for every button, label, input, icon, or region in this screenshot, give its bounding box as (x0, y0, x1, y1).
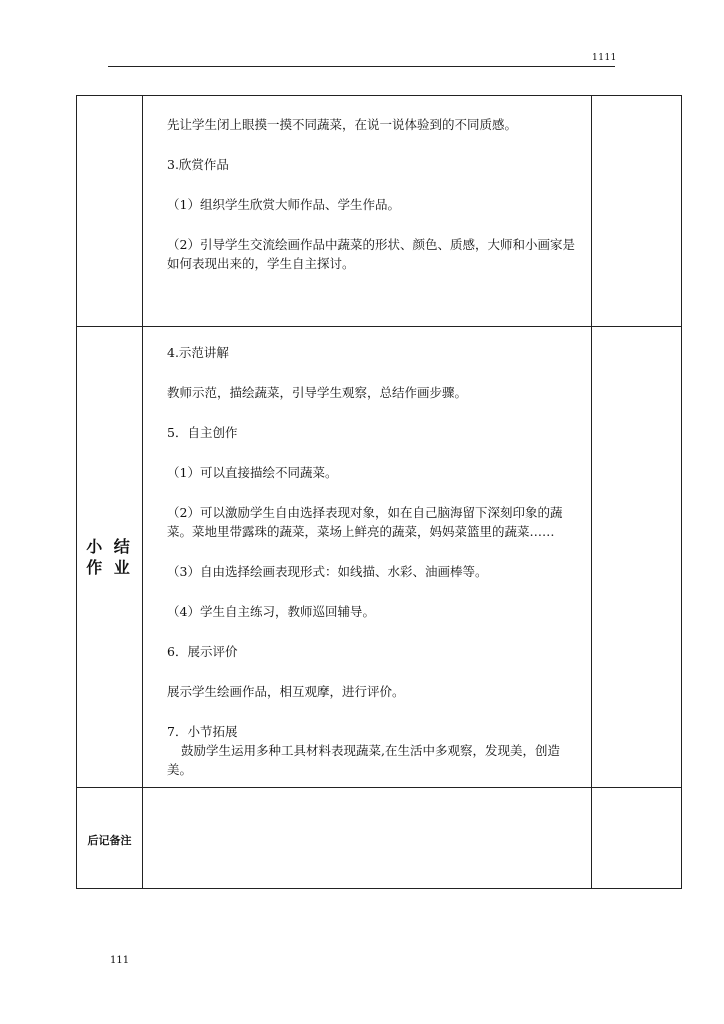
footer-page-number: 111 (110, 955, 130, 966)
row1-paragraph: 3.欣赏作品 (167, 157, 229, 172)
row1-notes-cell (592, 96, 682, 327)
row3-notes-cell (592, 788, 682, 889)
row2-paragraph: （3）自由选择绘画表现形式：如线描、水彩、油画棒等。 (167, 564, 488, 579)
row2-paragraph: 展示学生绘画作品，相互观摩，进行评价。 (167, 684, 405, 699)
row2-notes-cell (592, 327, 682, 788)
row2-paragraph: 鼓励学生运用多种工具材料表现蔬菜,在生活中多观察，发现美，创造美。 (167, 743, 560, 777)
row2-paragraph: （4）学生自主练习，教师巡回辅导。 (167, 604, 375, 619)
row1-paragraph: 先让学生闭上眼摸一摸不同蔬菜，在说一说体验到的不同质感。 (167, 117, 518, 132)
row3-label: 后记备注 (87, 833, 132, 847)
table-row (77, 788, 682, 889)
table-row (77, 96, 682, 327)
table-row (77, 327, 682, 788)
row2-paragraph: 6．展示评价 (167, 644, 238, 659)
row2-paragraph: （1）可以直接描绘不同蔬菜。 (167, 465, 338, 480)
row1-paragraph: （1）组织学生欣赏大师作品、学生作品。 (167, 197, 400, 212)
header-rule (108, 66, 615, 67)
lesson-plan-table (76, 95, 682, 889)
row2-paragraph: 5．自主创作 (167, 425, 238, 440)
row2-paragraph: 7．小节拓展 (167, 724, 238, 739)
row2-content-cell (143, 327, 592, 788)
row1-label-cell (77, 96, 143, 327)
row2-paragraph: 4.示范讲解 (167, 345, 229, 360)
row2-label-cell (77, 327, 143, 788)
row2-paragraph: 教师示范，描绘蔬菜，引导学生观察，总结作画步骤。 (167, 385, 468, 400)
row3-content-cell (143, 788, 592, 889)
row1-paragraph: （2）引导学生交流绘画作品中蔬菜的形状、颜色、质感，大师和小画家是如何表现出来的，学生自主探讨。 (167, 237, 575, 271)
row2-paragraph: （2）可以激励学生自由选择表现对象，如在自己脑海留下深刻印象的蔬菜。菜地里带露珠的蔬菜，菜场上鲜亮的蔬菜，妈妈菜篮里的蔬菜…… (167, 505, 563, 539)
row1-content-cell (143, 96, 592, 327)
row2-label: 小 结 作 业 (86, 537, 133, 577)
row3-label-cell (77, 788, 143, 889)
header-page-number: 1111 (592, 53, 617, 63)
